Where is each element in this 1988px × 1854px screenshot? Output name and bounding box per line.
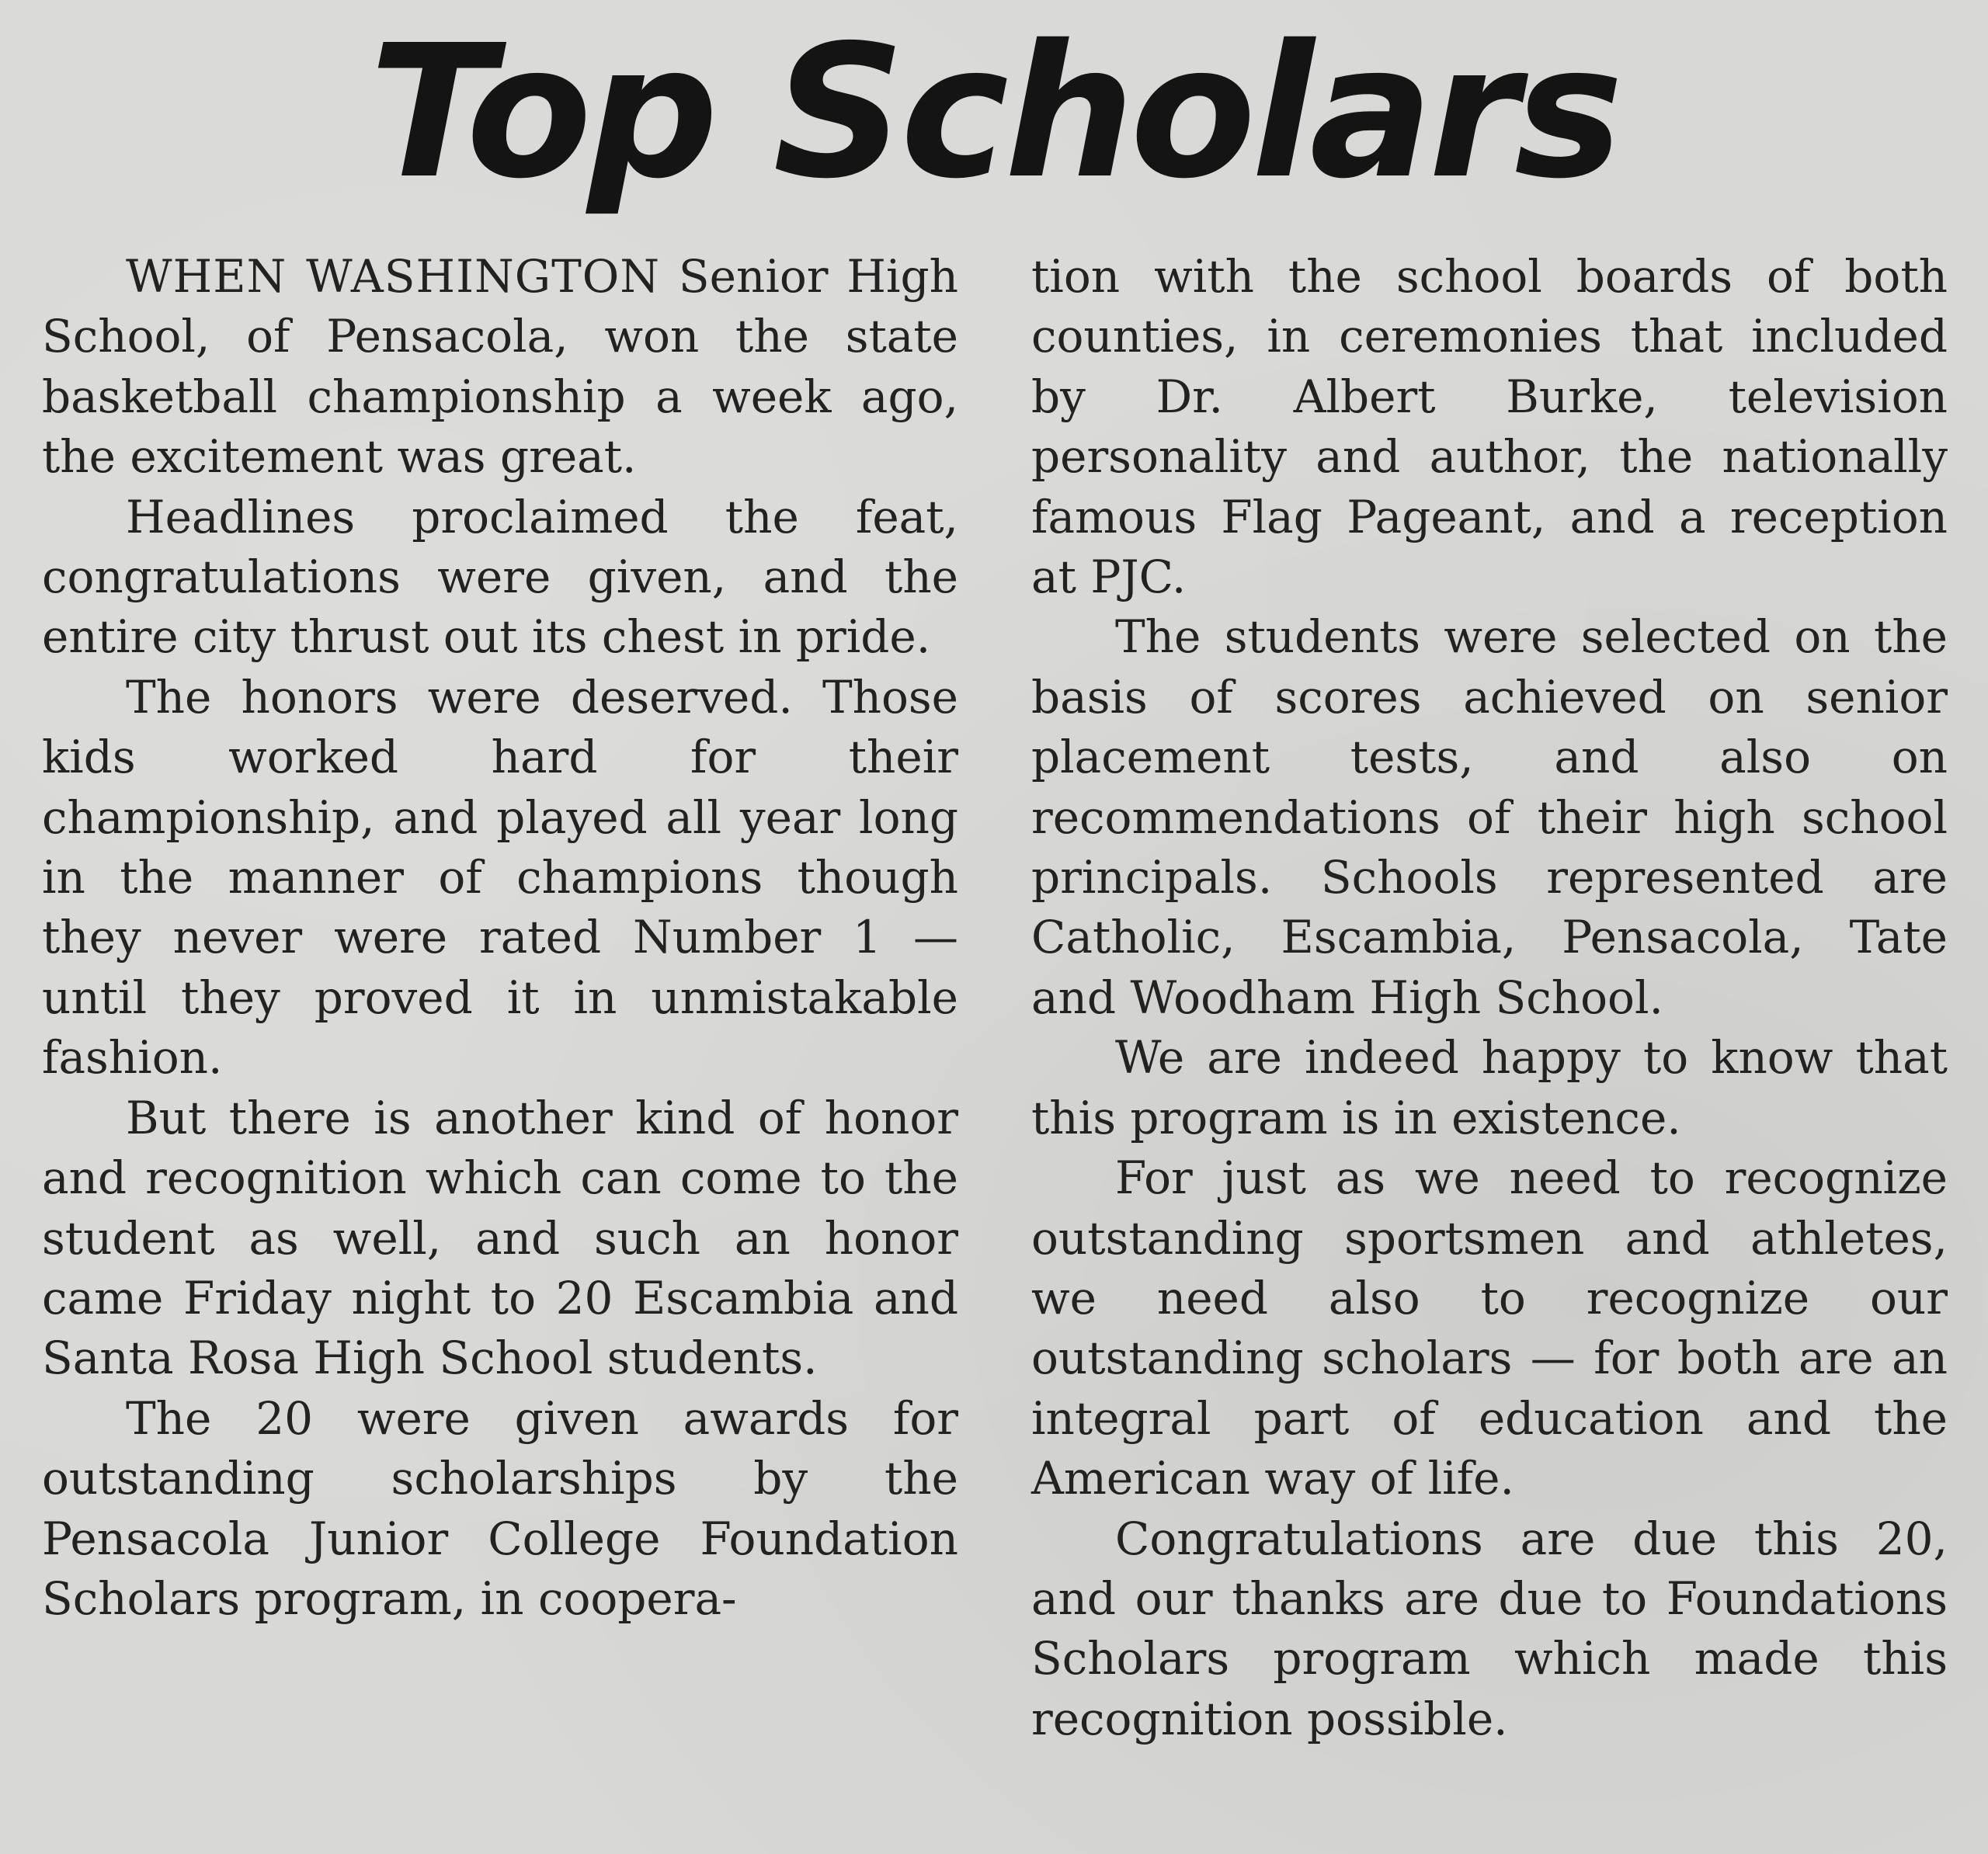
- lead-caps: WHEN WASHINGTON: [126, 250, 661, 303]
- paragraph: The honors were deserved. Those kids worked hard for their championship, and played all year long in the manner of champions though they never were rated Number 1 — until they proved it in unmistakable fashion.: [42, 670, 958, 1085]
- article-column-right: [1031, 247, 1948, 1749]
- paragraph-text: Senior High School, of Pensacola, won the state basketball championship a week ago, the excitement was great.: [42, 250, 959, 484]
- paragraph: Headlines proclaimed the feat, congratulations were given, and the entire city thrust out its chest in pride.: [42, 490, 958, 664]
- paragraph: For just as we need to recognize outstanding sportsmen and athletes, we need also to recognize our outstanding scholars — for both are an integral part of education and the American way of life.: [1031, 1151, 1948, 1505]
- article-column-left: [42, 247, 958, 1629]
- paragraph-continued: tion with the school boards of both counties, in ceremonies that included by Dr. Albert Burke, television personality and author, the nationally famous Flag Pageant, and a reception at PJC.: [1031, 250, 1948, 604]
- paragraph: But there is another kind of honor and recognition which can come to the student as well, and such an honor came Friday night to 20 Escambia and Santa Rosa High School students.: [42, 1091, 958, 1385]
- paragraph: The 20 were given awards for outstanding scholarships by the Pensacola Junior College Foundation Scholars program, in coopera-: [42, 1391, 958, 1625]
- paragraph: We are indeed happy to know that this program is in existence.: [1031, 1031, 1948, 1144]
- headline: Top Scholars: [369, 5, 1619, 219]
- paragraph: The students were selected on the basis of scores achieved on senior placement tests, and also on recommendations of their high school principals. Schools represented are Catholic, Escambia, Pensacola, Tate and Woodham High School.: [1031, 610, 1948, 1024]
- paragraph: Congratulations are due this 20, and our thanks are due to Foundations Scholars program which made this recognition possible.: [1031, 1512, 1948, 1745]
- paragraph: [42, 247, 958, 488]
